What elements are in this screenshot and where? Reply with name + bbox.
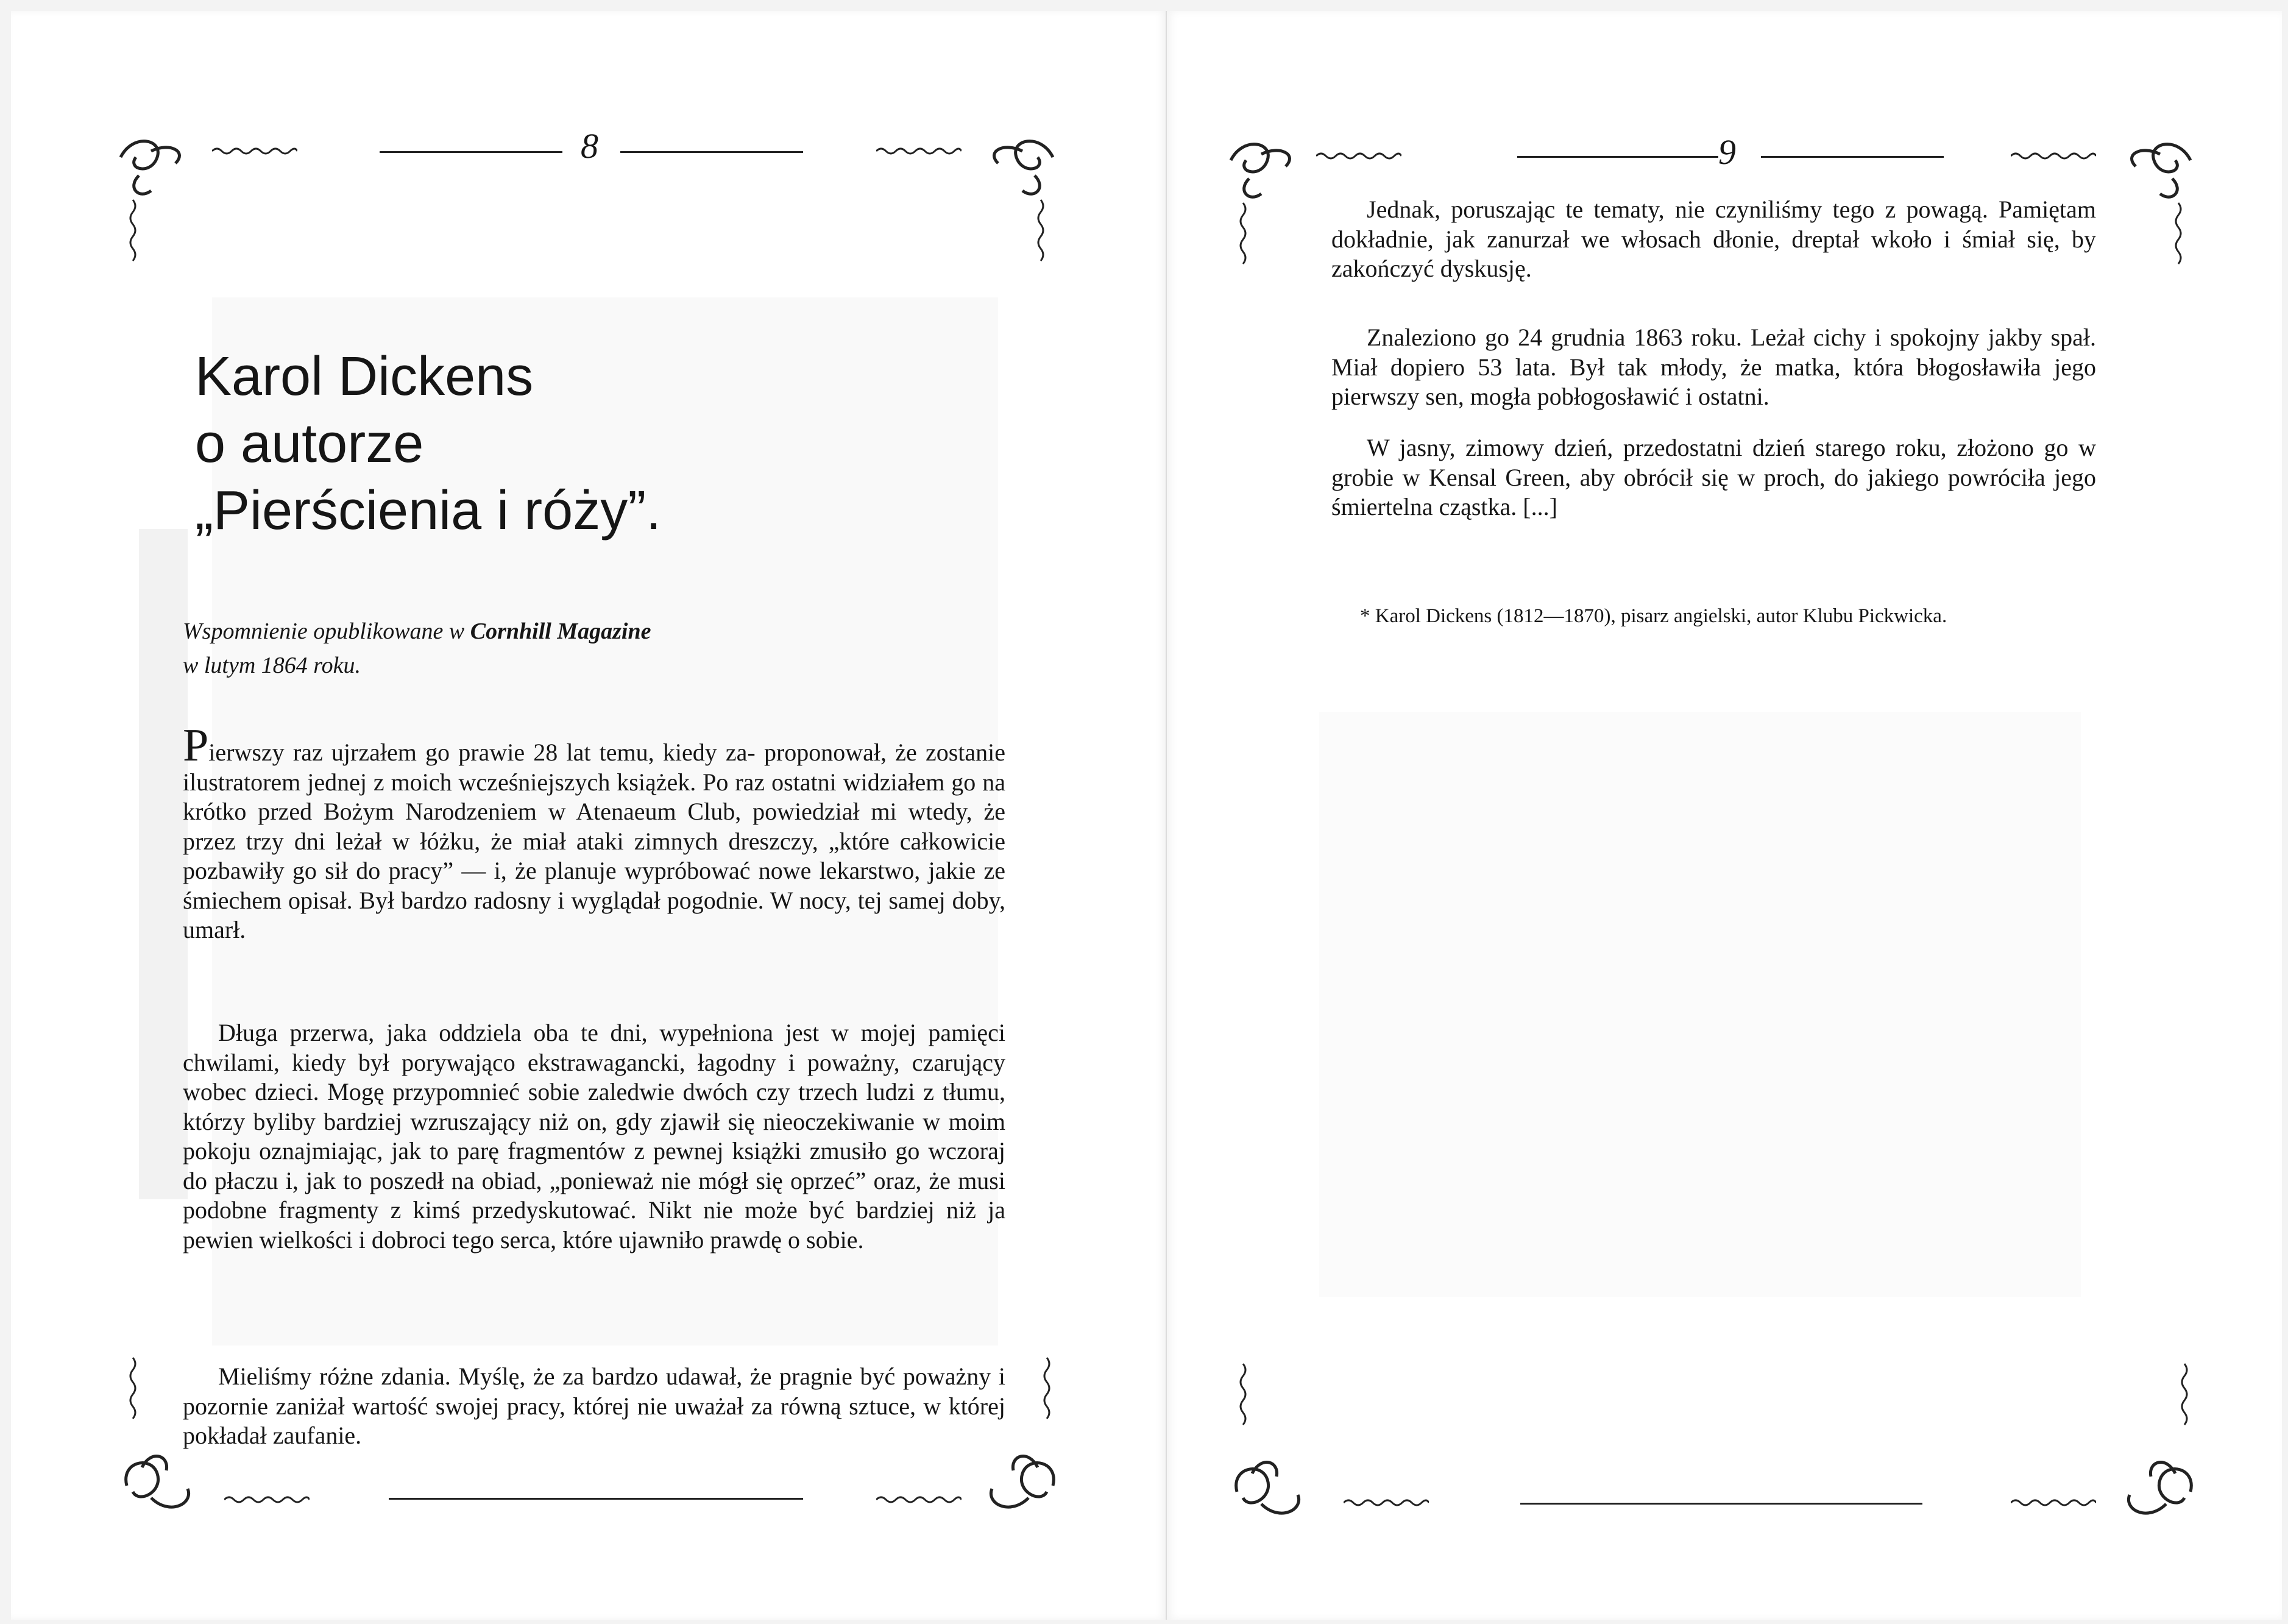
fleuron-corner-icon [115, 1352, 218, 1522]
wavy-line-icon [224, 1495, 310, 1505]
show-through-strip [139, 529, 188, 1199]
title-line-1: Karol Dickens [195, 346, 534, 407]
header-rule-right [620, 151, 803, 153]
header-rule-left [1517, 156, 1718, 158]
subtitle [183, 614, 651, 683]
left-page [11, 11, 1166, 1620]
header-rule-left [380, 151, 562, 153]
paragraph-2: Długa przerwa, jaka oddziela oba te dni, wypełniona jest w mojej pamięci chwilami, kiedy był porywająco ekstrawagancki, łagodny i poważny, czarujący wobec dzieci. Mogę przypomnieć sobie zaledwie dwóch czy trzech ludzi z tłumu, którzy byliby bardziej wzruszający niż on, gdy zjawił się nieoczekiwanie w moim pokoju oznajmiając, jak to parę fragmentów z pewnej książki zmusiło go wczoraj do płaczu i, jak to poszedł na obiad, „ponieważ nie mógł się oprzeć” oraz, że musi podobne fragmenty z kimś przedyskutować. Nikt nie może być bardziej niż ja pewien wielkości i dobroci tego serca, które ujawniło prawdę o sobie. [183, 1019, 1005, 1253]
fleuron-corner-icon [2105, 136, 2197, 300]
paragraph-1 [183, 720, 1005, 945]
paragraph-1-body: proponował, że zostanie ilustratorem jednej z moich wcześniejszych książek. Po raz ostatni widziałem go na krótko przed Bożym Narodzeniem w Atenaeum Club, powiedział mi wtedy, że przez trzy dni leżał w łóżku, że miał ataki zimnych dreszczy, „które całkowicie pozbawiły go sił do pracy” — i, że planuje wypróbować nowe lekarstwo, jakie ze śmiechem opisał. Był bardzo radosny i wyglądał pogodnie. W nocy, tej samej doby, umarł. [183, 739, 1005, 943]
page-number: 9 [1718, 132, 1736, 172]
footnote: * Karol Dickens (1812—1870), pisarz angielski, autor Klubu Pickwicka. [1360, 605, 1947, 627]
fleuron-corner-icon [962, 1352, 1065, 1522]
fleuron-corner-icon [968, 133, 1059, 297]
subtitle-prefix: Wspomnienie opublikowane w [183, 619, 470, 644]
title-line-3: „Pierścienia i róży”. [195, 480, 662, 541]
footer-rule [1520, 1503, 1922, 1505]
wavy-line-icon [2011, 151, 2096, 161]
drop-cap: P [183, 720, 209, 771]
wavy-line-icon [1316, 151, 1401, 161]
wavy-line-icon [212, 146, 297, 156]
wavy-line-icon [876, 146, 962, 156]
paragraph-2: Znaleziono go 24 grudnia 1863 roku. Leżał cichy i spokojny jakby spał. Miał dopiero 53 lata. Był tak młody, że matka, która błogosławiła jego pierwszy sen, mogła pobłogosławić i ostatni. [1331, 324, 2096, 410]
paragraph-1-first-line: ierwszy raz ujrzałem go prawie 28 lat temu, kiedy za- [208, 739, 756, 766]
subtitle-line-2: w lutym 1864 roku. [183, 653, 361, 678]
title-line-2: o autorze [195, 413, 424, 474]
fleuron-corner-icon [1225, 1358, 1328, 1528]
header-rule-right [1761, 156, 1944, 158]
chapter-title [195, 343, 661, 544]
subtitle-magazine: Cornhill Magazine [470, 619, 651, 644]
paragraph-3: Mieliśmy różne zdania. Myślę, że za bardzo udawał, że pragnie być poważny i pozornie zaniżał wartość swojej pracy, której nie uważał za równą sztuce, w której pokładał zaufanie. [183, 1363, 1005, 1449]
footer-rule [389, 1498, 803, 1500]
wavy-line-icon [876, 1495, 962, 1505]
paragraph-3: W jasny, zimowy dzień, przedostatni dzień starego roku, złożono go w grobie w Kensal Green, aby obrócił się w proch, do jakiego powróciła jego śmiertelna cząstka. [...] [1331, 434, 2096, 520]
paragraph-1: Jednak, poruszając te tematy, nie czyniliśmy tego z powagą. Pamiętam dokładnie, jak zanurzał we włosach dłonie, dreptał wkoło i śmiał się, by zakończyć dyskusję. [1331, 196, 2096, 282]
page-number: 8 [581, 126, 598, 166]
right-page [1167, 11, 2282, 1620]
fleuron-corner-icon [115, 133, 206, 297]
wavy-line-icon [1344, 1498, 1429, 1508]
fleuron-corner-icon [1225, 136, 1316, 300]
show-through-text-block [1319, 712, 2081, 1297]
wavy-line-icon [2011, 1498, 2096, 1508]
fleuron-corner-icon [2099, 1358, 2203, 1528]
